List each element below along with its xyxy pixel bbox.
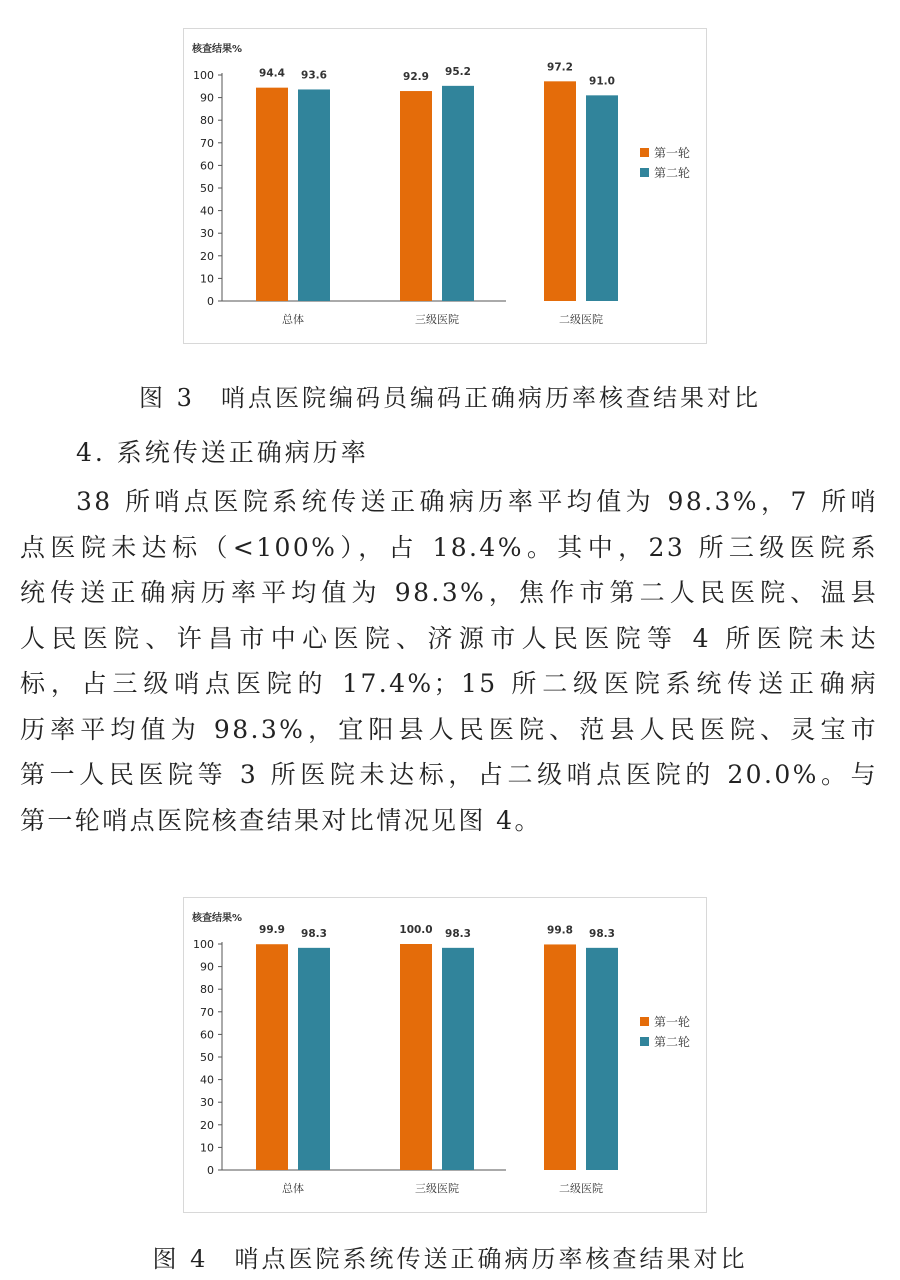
- y-tick-label: 50: [200, 1051, 214, 1064]
- x-tick-label: 二级医院: [559, 1182, 603, 1195]
- body-paragraph: [20, 479, 878, 843]
- data-label: 98.3: [301, 927, 327, 940]
- bar: [586, 948, 618, 1170]
- bar: [256, 944, 288, 1170]
- figure-4-svg: [184, 898, 706, 1212]
- legend-swatch: [640, 168, 649, 177]
- y-tick-label: 100: [193, 938, 214, 951]
- y-tick-label: 90: [200, 91, 214, 105]
- x-tick-label: 三级医院: [415, 1182, 459, 1195]
- bar: [400, 944, 432, 1170]
- data-label: 99.8: [547, 924, 573, 937]
- y-tick-label: 100: [193, 69, 214, 82]
- y-axis-label: 核查结果%: [192, 913, 243, 924]
- figure-4-caption: [0, 1239, 900, 1274]
- y-tick-label: 30: [200, 227, 214, 241]
- x-tick-label: 总体: [282, 1182, 304, 1195]
- bar: [544, 81, 576, 301]
- y-tick-label: 30: [200, 1096, 214, 1110]
- legend-label: 第二轮: [654, 166, 691, 180]
- y-tick-label: 10: [200, 272, 214, 286]
- paragraph-line: 第一人民医院等 3 所医院未达标，占二级哨点医院的 20.0%。与: [20, 760, 878, 789]
- data-label: 94.4: [259, 67, 285, 80]
- legend-label: 第一轮: [654, 1015, 691, 1029]
- figure-4-chart: [183, 897, 707, 1213]
- y-tick-label: 10: [200, 1141, 214, 1155]
- x-tick-label: 二级医院: [559, 313, 603, 326]
- legend-swatch: [640, 1037, 649, 1046]
- bar: [544, 944, 576, 1170]
- figure-4-number: 图 4: [152, 1245, 209, 1273]
- figure-3-caption: [0, 378, 900, 413]
- figure-4-title: 哨点医院系统传送正确病历率核查结果对比: [234, 1245, 748, 1273]
- bar: [400, 91, 432, 301]
- y-tick-label: 0: [207, 1164, 214, 1177]
- data-label: 95.2: [445, 65, 471, 78]
- legend-swatch: [640, 1017, 649, 1026]
- paragraph-line: 第一轮哨点医院核查结果对比情况见图 4。: [20, 805, 542, 835]
- data-label: 92.9: [403, 71, 429, 84]
- paragraph-line: 38 所哨点医院系统传送正确病历率平均值为 98.3%，7 所哨: [76, 487, 878, 516]
- y-tick-label: 20: [200, 1118, 214, 1132]
- data-label: 98.3: [589, 927, 615, 940]
- data-label: 91.0: [589, 75, 615, 88]
- x-tick-label: 总体: [282, 313, 304, 326]
- y-tick-label: 80: [200, 983, 214, 997]
- bar: [586, 95, 618, 301]
- paragraph-line: 点医院未达标（<100%），占 18.4%。其中，23 所三级医院系: [20, 532, 878, 562]
- y-tick-label: 40: [200, 1073, 214, 1087]
- paragraph-line: 标，占三级哨点医院的 17.4%；15 所二级医院系统传送正确病: [20, 669, 878, 698]
- bar: [442, 948, 474, 1170]
- figure-3-svg: [184, 29, 706, 343]
- y-tick-label: 60: [200, 159, 214, 173]
- y-axis-label: 核查结果%: [192, 44, 243, 55]
- paragraph-line: 人民医院、许昌市中心医院、济源市人民医院等 4 所医院未达: [20, 623, 878, 653]
- data-label: 97.2: [547, 61, 573, 74]
- y-tick-label: 70: [200, 136, 214, 150]
- data-label: 99.9: [259, 924, 285, 937]
- legend-swatch: [640, 148, 649, 157]
- y-tick-label: 20: [200, 249, 214, 263]
- y-tick-label: 50: [200, 182, 214, 195]
- y-tick-label: 60: [200, 1028, 214, 1042]
- y-tick-label: 0: [207, 295, 214, 308]
- data-label: 98.3: [445, 927, 471, 940]
- data-label: 93.6: [301, 69, 327, 82]
- legend-label: 第二轮: [654, 1035, 691, 1049]
- bar: [256, 88, 288, 301]
- x-tick-label: 三级医院: [415, 313, 459, 326]
- paragraph-line: 历率平均值为 98.3%，宜阳县人民医院、范县人民医院、灵宝市: [20, 714, 878, 744]
- figure-3-number: 图 3: [139, 384, 195, 412]
- figure-3-title: 哨点医院编码员编码正确病历率核查结果对比: [220, 384, 761, 412]
- paragraph-line: 统传送正确病历率平均值为 98.3%，焦作市第二人民医院、温县: [20, 578, 878, 607]
- bar: [298, 89, 330, 301]
- legend-label: 第一轮: [654, 146, 691, 160]
- bar: [442, 86, 474, 301]
- y-tick-label: 70: [200, 1005, 214, 1019]
- data-label: 100.0: [399, 924, 433, 936]
- bar: [298, 948, 330, 1170]
- section-heading: 4. 系统传送正确病历率: [76, 438, 369, 467]
- figure-3-chart: [183, 28, 707, 344]
- y-tick-label: 90: [200, 960, 214, 974]
- y-tick-label: 40: [200, 204, 214, 218]
- y-tick-label: 80: [200, 114, 214, 128]
